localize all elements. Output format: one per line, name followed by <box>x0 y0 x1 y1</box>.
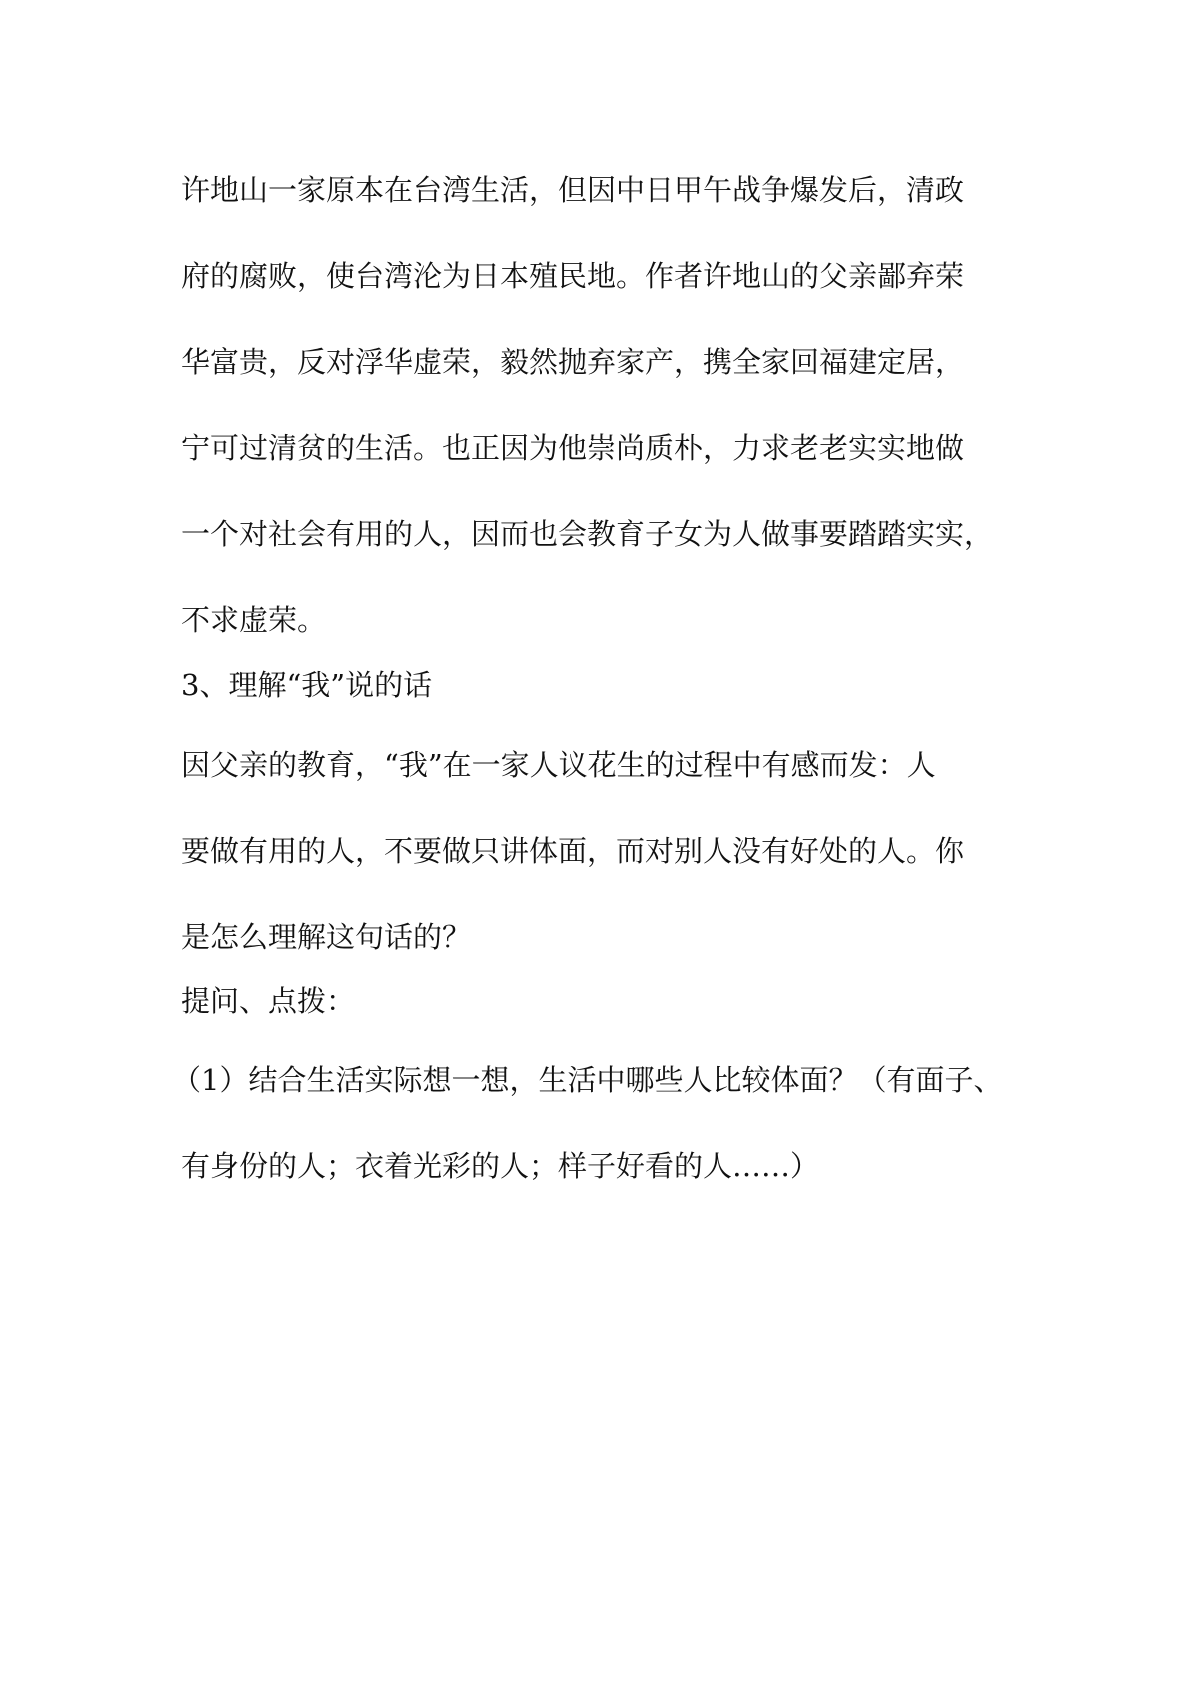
paragraph-line-8: 要做有用的人，不要做只讲体面，而对别人没有好处的人。你 <box>181 834 965 868</box>
prompt-label: 提问、点拨： <box>181 984 356 1018</box>
paragraph-line-9: 是怎么理解这句话的？ <box>181 920 472 954</box>
paragraph-line-4: 宁可过清贫的生活。也正因为他崇尚质朴，力求老老实实地做 <box>181 431 965 465</box>
paragraph-line-6: 不求虚荣。 <box>181 603 327 637</box>
paragraph-line-3: 华富贵，反对浮华虚荣，毅然抛弃家产，携全家回福建定居， <box>181 345 965 379</box>
paragraph-line-2: 府的腐败，使台湾沦为日本殖民地。作者许地山的父亲鄙弃荣 <box>181 259 965 293</box>
section-heading: 3、理解“我”说的话 <box>181 668 433 702</box>
question-line-1: （1）结合生活实际想一想，生活中哪些人比较体面？（有面子、 <box>172 1063 1003 1097</box>
paragraph-line-7: 因父亲的教育，“我”在一家人议花生的过程中有感而发：人 <box>181 748 936 782</box>
paragraph-line-1: 许地山一家原本在台湾生活，但因中日甲午战争爆发后，清政 <box>181 173 965 207</box>
paragraph-line-5: 一个对社会有用的人，因而也会教育子女为人做事要踏踏实实， <box>181 517 994 551</box>
question-line-2: 有身份的人；衣着光彩的人；样子好看的人……） <box>181 1149 820 1183</box>
